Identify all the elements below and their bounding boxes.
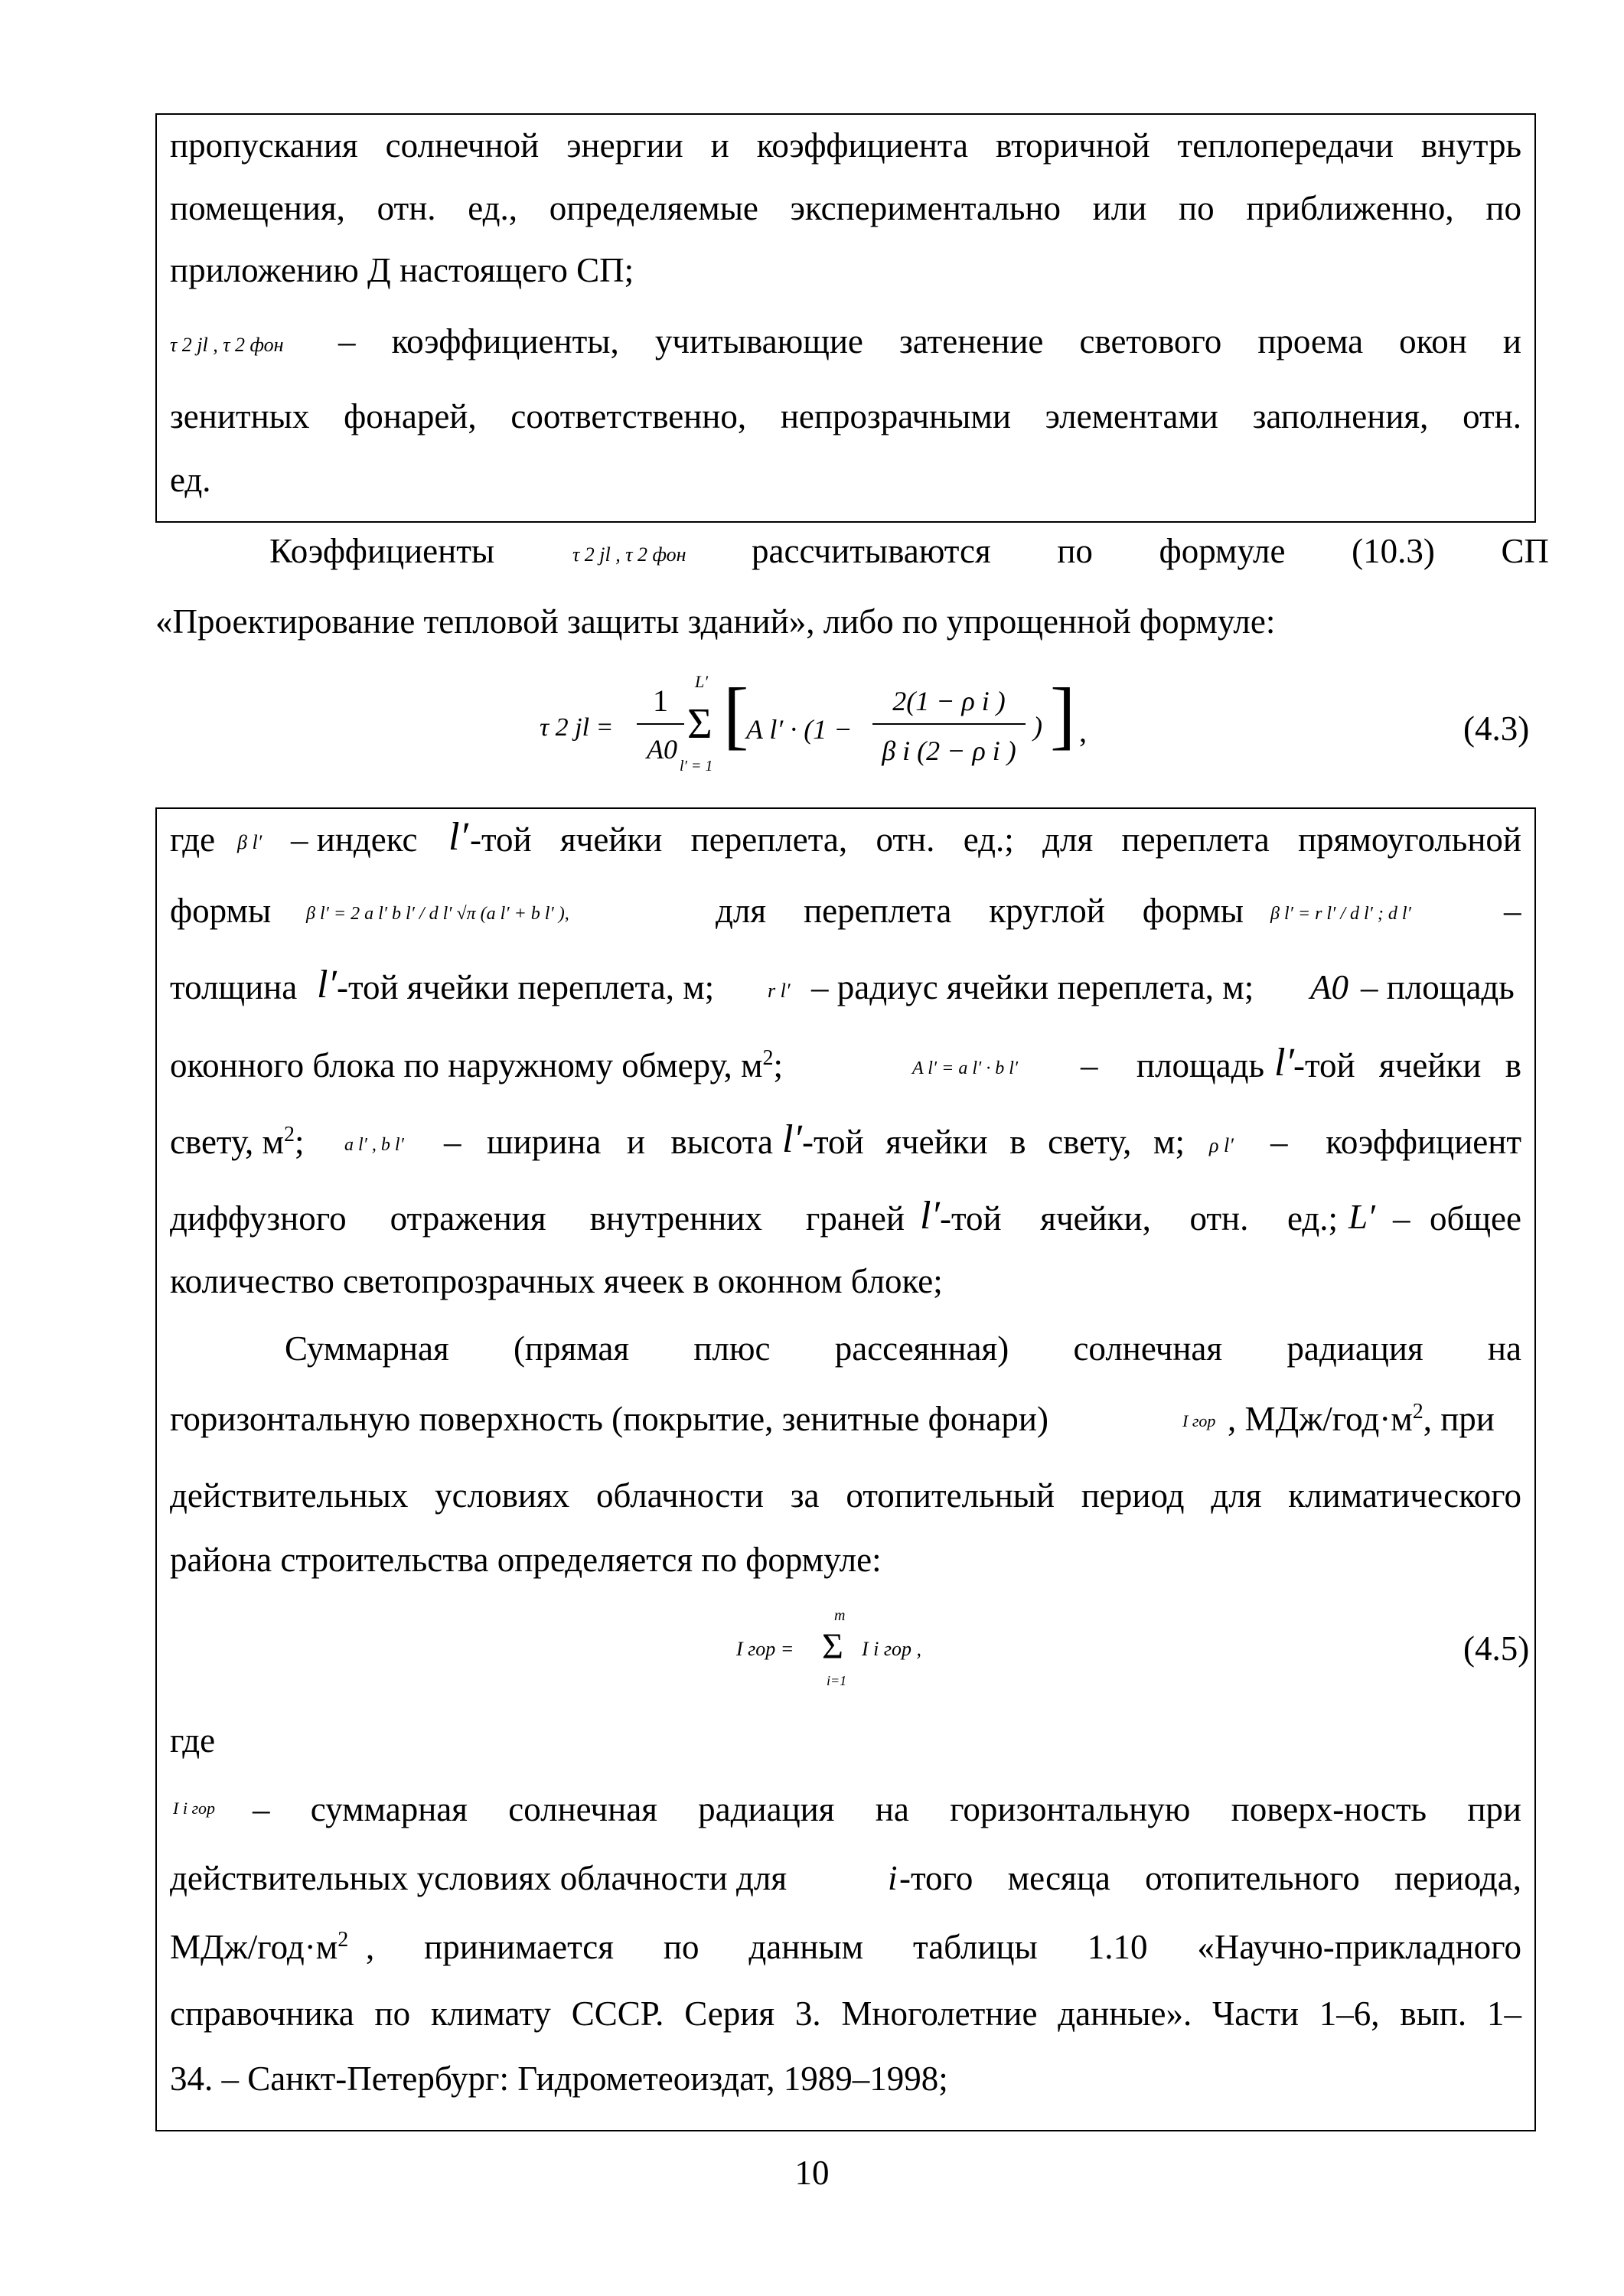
f43-one: 1 [653,683,668,718]
box2-l6-ital: l′ [920,1194,940,1238]
box2-l3-sym: r l′ [768,980,791,1002]
box2-l2-a: формы [170,892,272,930]
box2-p2-l1: Суммарная (прямая плюс рассеянная) солнечная радиация на [285,1329,1521,1368]
f43-term: A l′ · (1 − [746,714,853,745]
box2-l5-d: -той ячейки в свету, м; [802,1123,1185,1161]
box2-l6-ital2: L′ [1348,1198,1375,1236]
box2-l4-ital: l′ [1274,1041,1294,1084]
page-number: 10 [794,2154,830,2192]
box2-l4-text: оконного блока по наружному обмеру, м [170,1046,763,1084]
f43-comma: , [1079,714,1087,748]
box2-l3-ital: l′ [317,963,337,1006]
box2-d3-b: , принимается по данным таблицы 1.10 «Научно-прикладного [366,1928,1521,1966]
box2-d3-unit: МДж/год·м [170,1928,338,1966]
box2-l6-a: диффузного отражения внутренних граней [170,1199,905,1238]
intro-line1-symbols: τ 2 jl , τ 2 фон [572,543,686,566]
box1-line5: зенитных фонарей, соответственно, непрозрачными элементами заполнения, отн. [170,397,1521,435]
box2-l4-semicolon: ; [773,1046,784,1084]
box2-l6-b: -той ячейки, отн. ед.; [940,1199,1338,1238]
box2-l5-sup: 2 [283,1123,295,1146]
box2-l2-sym: β l′ = 2 a l′ b l′ / d l′ √π (a l′ + b l′ ), [306,904,569,924]
box1-line4: – коэффициенты, учитывающие затенение светового проема окон и [338,322,1521,360]
box2-l2-b: для переплета круглой формы [716,892,1244,930]
f45-sum: Σ [822,1626,843,1667]
box2-l2-c: – [1504,892,1521,930]
box2-l3-a: толщина [170,968,298,1006]
f45-number: (4.5) [1463,1629,1530,1668]
note-box-top [155,113,1536,523]
f43-frac-bar-1 [637,723,684,725]
box2-l5-e: – коэффициент [1270,1123,1521,1161]
box2-l1-a: где [170,820,216,859]
box1-line3: приложению Д настоящего СП; [170,251,634,289]
box2-l3-b: -той ячейки переплета, м; [337,968,715,1006]
box2-l4-c: – площадь [1081,1046,1264,1084]
f43-bracket-right: ] [1050,672,1076,757]
box2-l5-ital: l′ [782,1117,802,1161]
box2-d2-b: -того месяца отопительного периода, [899,1859,1521,1897]
f45-lhs: I гор = [736,1638,794,1660]
box2-l1-c: -той ячейки переплета, отн. ед.; для переплета прямоугольной [470,820,1521,859]
box1-line6: ед. [170,461,211,499]
box1-line2: помещения, отн. ед., определяемые экспериментально или по приближенно, по [170,189,1521,227]
intro-line1-end: рассчитываются по формуле (10.3) СП [752,532,1549,570]
f43-numerator: 2(1 − ρ i ) [892,686,1006,716]
box2-l1-b: – индекс [291,820,418,859]
box2-l4-d: -той ячейки в [1293,1046,1521,1084]
box2-l5-c: – ширина и высота [444,1123,773,1161]
f43-number: (4.3) [1463,709,1530,748]
f45-top: m [834,1607,846,1624]
intro-line1-start: Коэффициенты [269,532,495,570]
box1-line4-symbols: τ 2 jl , τ 2 фон [170,334,284,356]
box2-d5: 34. – Санкт-Петербург: Гидрометеоиздат, 1989–1998; [170,2060,948,2098]
box2-l1-ital: l′ [448,815,468,859]
box2-l6-c: – общее [1393,1199,1521,1238]
box2-l3-ital2: A0 [1310,968,1348,1006]
box2-p2-unit-end: , при [1423,1400,1495,1438]
box2-l4-a [170,1046,784,1084]
box2-d3-sup: 2 [338,1928,349,1952]
box2-l5-sym: a l′ , b l′ [344,1135,404,1155]
box2-l4-sup: 2 [762,1046,774,1070]
box2-l5-sym2: ρ l′ [1209,1134,1234,1156]
f43-denominator: β i (2 − ρ i ) [882,735,1016,766]
f43-a0: A0 [647,734,677,765]
intro-line2: «Проектирование тепловой защиты зданий», либо по упрощенной формуле: [155,602,1276,641]
box2-d4: справочника по климату СССР. Серия 3. Многолетние данные». Части 1–6, вып. 1– [170,1994,1521,2033]
box2-p2-unit: , МДж/год·м [1228,1400,1413,1438]
f43-frac-bar-2 [872,723,1026,725]
box2-p2-l2sym: I гор [1182,1411,1216,1430]
f43-sum-top: L′ [695,672,709,691]
f43-close-paren: ) [1033,711,1042,742]
f43-sum-bottom: l′ = 1 [680,758,713,775]
box2-p2-l2b [1228,1402,1495,1437]
f43-bracket-left: [ [723,672,749,757]
box2-l7: количество светопрозрачных ячеек в оконном блоке; [170,1262,943,1300]
box2-d2-ital: i [888,1859,898,1897]
box2-p2-unit-sup: 2 [1412,1400,1423,1424]
f45-term: I i гор , [862,1638,922,1660]
box2-p2-l3: действительных условиях облачности за отопительный период для климатического [170,1476,1521,1515]
box2-l5-text: свету, м [170,1123,284,1161]
box2-l2-sym2: β l′ = r l′ / d l′ ; d l′ [1270,904,1411,924]
box2-where: где [170,1721,216,1760]
box2-d3-a [170,1930,348,1965]
box2-d2-a: действительных условиях облачности для [170,1859,788,1897]
box2-d1: – суммарная солнечная радиация на горизонтальную поверх-ность при [253,1790,1521,1828]
box2-l3-c: – радиус ячейки переплета, м; [811,968,1254,1006]
f43-lhs: τ 2 jl = [540,713,614,742]
box2-l5-semicolon: ; [294,1123,305,1161]
box1-line1: пропускания солнечной энергии и коэффициента вторичной теплопередачи внутрь [170,126,1521,165]
box2-d-sym: I i гор [173,1799,216,1818]
box2-l3-d: – площадь [1361,968,1515,1006]
box2-l5-a [170,1125,305,1159]
f45-bottom: i=1 [827,1673,847,1688]
box2-l4-sym: A l′ = a l′ · b l′ [912,1058,1019,1078]
f43-sum: Σ [687,700,713,748]
box2-p2-l4: района строительства определяется по формуле: [170,1541,882,1579]
box2-p2-l2a: горизонтальную поверхность (покрытие, зенитные фонари) [170,1400,1048,1438]
box2-l1-sym: β l′ [237,831,263,853]
